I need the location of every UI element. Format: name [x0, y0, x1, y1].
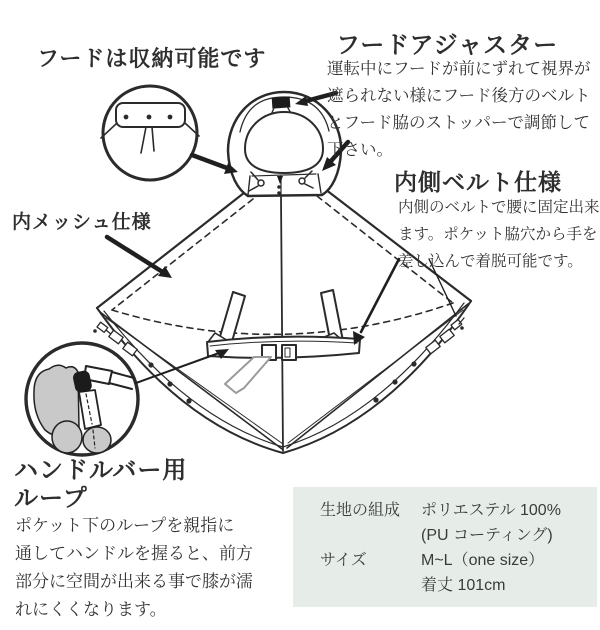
label-inner-belt: 内側ベルト仕様 — [394, 169, 562, 195]
hood-adjuster-description: 運転中にフードが前にずれて視界が 遮られない様にフード後方のベルト とフード脇のストッパーで調節して 下さい。 — [327, 60, 591, 159]
spec-label-fabric: 生地の組成 — [320, 502, 401, 519]
spec-label-size: サイズ — [320, 552, 367, 569]
hood-face-opening — [245, 112, 323, 173]
spec-value-size-2: 着丈 101cm — [421, 577, 506, 594]
stowed-hood-magnifier — [101, 86, 199, 180]
hood — [228, 92, 341, 196]
front-zipper-line — [281, 197, 283, 451]
spec-value-size-1: M~L（one size） — [421, 552, 545, 569]
waist-belt — [207, 290, 360, 393]
spec-row-size — [320, 548, 597, 598]
inner-belt-description: 内側のベルトで腰に固定出来 ます。ポケット脇穴から手を 差し込んで着脱可能です。 — [398, 199, 600, 270]
spec-value-fabric-1: ポリエステル 100% — [421, 502, 561, 519]
spec-value-fabric-2: (PU コーティング) — [421, 527, 553, 544]
handlebar-loop-magnifier — [26, 343, 138, 455]
handlebar-loop-strap — [225, 357, 271, 393]
fabric-spec-box — [293, 487, 597, 607]
label-hood-stowable: フードは収納可能です — [37, 46, 267, 71]
label-handlebar-loop: ハンドルバー用 ループ — [14, 457, 188, 512]
label-hood-adjuster: フードアジャスター — [336, 32, 559, 59]
hood-adjuster-stopper — [272, 96, 291, 108]
spec-row-fabric — [320, 498, 597, 548]
label-inner-mesh: 内メッシュ仕様 — [12, 212, 152, 233]
handlebar-loop-description: ポケット下のループを親指に 通してハンドルを握ると、前方 部分に空間が出来る事で膝が濡 れにくくなります。 — [15, 516, 253, 619]
